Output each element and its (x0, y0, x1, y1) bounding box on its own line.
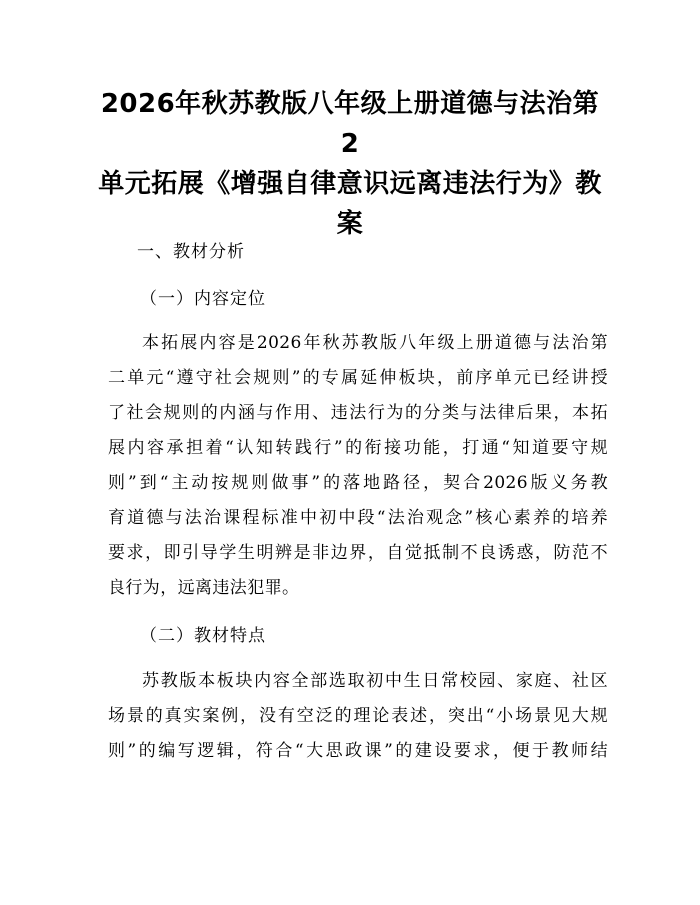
section-heading-textbook-analysis: 一、教材分析 (137, 242, 245, 262)
paragraph-line: 育道德与法治课程标准中初中段“法治观念”核心素养的培养 (108, 508, 608, 528)
paragraph-line: 要求，即引导学生明辨是非边界，自觉抵制不良诱惑，防范不 (108, 543, 608, 563)
document-title: 2026年秋苏教版八年级上册道德与法治第2 单元拓展《增强自律意识远离违法行为》教 案 (98, 89, 602, 239)
paragraph-line: 则”的编写逻辑，符合“大思政课”的建设要求，便于教师结 (108, 741, 608, 761)
paragraph-line: 二单元“遵守社会规则”的专属延伸板块，前序单元已经讲授 (108, 368, 608, 388)
paragraph-textbook-features (108, 664, 608, 769)
paragraph-line: 了社会规则的内涵与作用、违法行为的分类与法律后果，本拓 (108, 403, 608, 423)
paragraph-line: 则”到“主动按规则做事”的落地路径，契合2026版义务教 (108, 473, 608, 493)
paragraph-content-positioning (108, 326, 608, 606)
subsection-heading-content-positioning: （一）内容定位 (140, 289, 266, 309)
paragraph-line: 场景的真实案例，没有空泛的理论表述，突出“小场景见大规 (108, 706, 608, 726)
paragraph-line: 展内容承担着“认知转践行”的衔接功能，打通“知道要守规 (108, 438, 608, 458)
subsection-heading-textbook-features: （二）教材特点 (140, 626, 266, 646)
paragraph-line: 本拓展内容是2026年秋苏教版八年级上册道德与法治第 (142, 333, 608, 353)
paragraph-line: 良行为，远离违法犯罪。 (108, 578, 300, 598)
paragraph-line: 苏教版本板块内容全部选取初中生日常校园、家庭、社区 (142, 671, 608, 691)
